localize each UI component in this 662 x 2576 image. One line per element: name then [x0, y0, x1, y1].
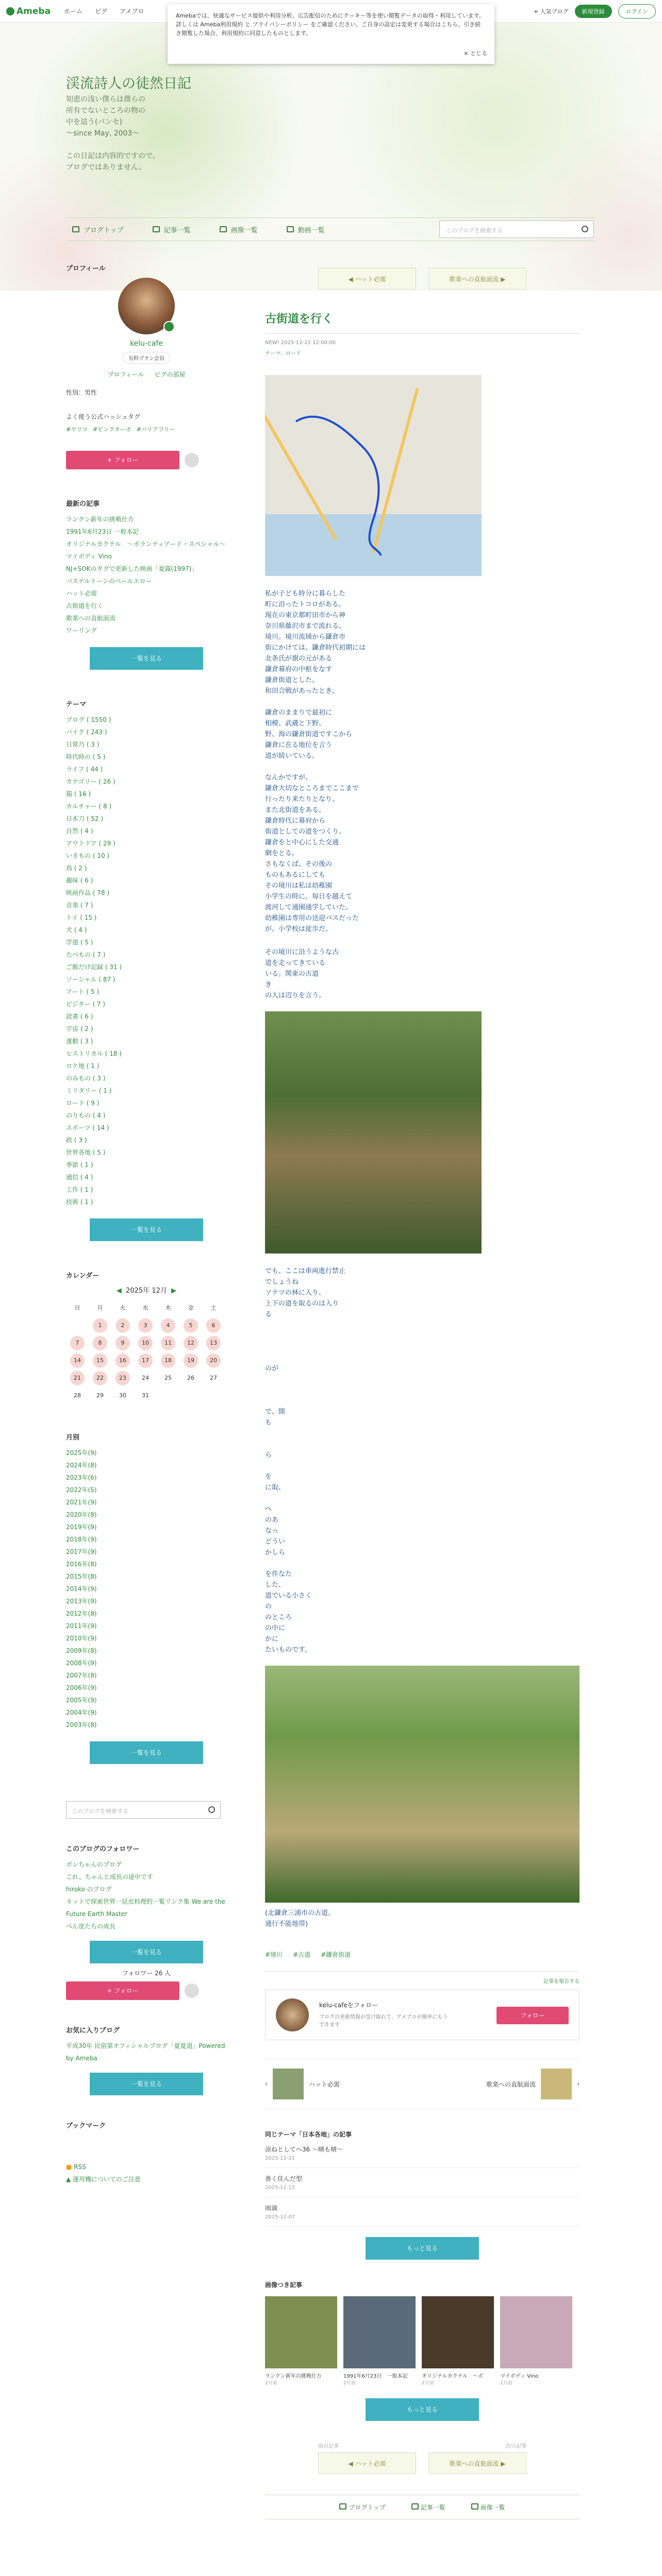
theme-link[interactable]: 映画作品 ( 78 ): [66, 889, 110, 896]
theme-link[interactable]: 技術 ( 1 ): [66, 1198, 93, 1206]
archive-link[interactable]: 2010年(9): [66, 1635, 97, 1642]
theme-link[interactable]: カテゴリー ( 26 ): [66, 778, 115, 785]
hashtag-link[interactable]: #ヤリマ: [66, 426, 88, 433]
bottom-nav-top[interactable]: ブログトップ: [339, 2503, 385, 2512]
recent-article-link[interactable]: 古街道を行く: [66, 602, 104, 609]
calendar-weekday: 木: [165, 1304, 171, 1311]
calendar-heading: カレンダー: [66, 1272, 100, 1280]
calendar-day[interactable]: 16: [115, 1353, 130, 1368]
calendar-weekday: 金: [188, 1304, 194, 1311]
article-body-2: その境川に沿うような古 道を走ってきている いる。関東の古道 き の人は辺りを言う。: [265, 948, 339, 999]
calendar-weekday: 土: [210, 1304, 217, 1311]
calendar-empty: [202, 1388, 225, 1403]
sidebar-search-input[interactable]: このブログを検索する: [66, 1801, 221, 1819]
calendar-empty: [157, 1388, 179, 1403]
archive-link[interactable]: 2024年(8): [66, 1462, 97, 1469]
forest-path-photo[interactable]: [265, 1011, 482, 1253]
follow-button[interactable]: + フォロー: [66, 451, 179, 469]
calendar-day[interactable]: 6: [206, 1318, 221, 1333]
ameba-logo[interactable]: Ameba: [6, 6, 51, 16]
calendar-weekday: 月: [97, 1304, 103, 1311]
calendar-weekday: 日: [74, 1304, 80, 1311]
gallery-date: 2月前: [422, 2381, 434, 2386]
profile-link[interactable]: プロフィール: [107, 371, 144, 378]
calendar-day[interactable]: 8: [93, 1336, 107, 1350]
search-icon[interactable]: [208, 1806, 215, 1813]
archive-more-button[interactable]: 一覧を見る: [90, 1741, 203, 1764]
bookmark-heading: ブックマーク: [66, 2122, 106, 2130]
related-date: 2025-12-15: [265, 2185, 295, 2191]
archive-list: [66, 1447, 227, 1731]
cookie-notice: [168, 4, 494, 64]
archive-link[interactable]: 2014年(9): [66, 1585, 97, 1592]
archive-link[interactable]: 2015年(8): [66, 1573, 97, 1580]
nav-video-list[interactable]: 動画一覧: [287, 225, 325, 234]
theme-link[interactable]: ビジター ( 7 ): [66, 1001, 105, 1008]
next-article-button[interactable]: 歌楽への直航面流 ▶: [428, 268, 526, 290]
follower-blog-link[interactable]: べん度たちの成長: [66, 1923, 116, 1930]
gallery-row: [265, 2296, 580, 2386]
video-icon: [287, 226, 294, 232]
report-link[interactable]: 記事を報告する: [543, 1979, 580, 1985]
follow-card-button[interactable]: フォロー: [496, 2007, 569, 2024]
blog-search-input[interactable]: このブログを検索する: [439, 221, 594, 238]
related-date: 2025-12-21: [265, 2156, 295, 2161]
calendar-day[interactable]: 10: [138, 1336, 153, 1350]
related-title: 涼ねとしてへ36 〜晴も晴〜: [265, 2146, 343, 2153]
hashtag-link[interactable]: #古道: [293, 1951, 311, 1958]
calendar-day: 27: [210, 1375, 217, 1381]
theme-link[interactable]: 趣味 ( 6 ): [66, 877, 93, 884]
theme-link[interactable]: たべもの ( 7 ): [66, 951, 106, 958]
calendar-day[interactable]: 12: [184, 1336, 198, 1350]
avatar: [276, 1998, 309, 2031]
theme-link[interactable]: ご飯だけ記録 ( 31 ): [66, 963, 122, 971]
calendar-day[interactable]: 1: [93, 1318, 107, 1333]
global-nav: [64, 7, 144, 15]
theme-link[interactable]: のりもの ( 4 ): [66, 1112, 106, 1119]
theme-link[interactable]: トイ ( 15 ): [66, 914, 97, 921]
gallery-thumb: [343, 2296, 416, 2368]
recent-article-link[interactable]: 1991年6月23日 一般本記: [66, 528, 139, 535]
route-map-image[interactable]: [265, 375, 482, 576]
old-road-photo[interactable]: [265, 1666, 580, 1903]
theme-link[interactable]: カルチャー ( 8 ): [66, 803, 112, 810]
follower-blog-link[interactable]: hiroko のブログ: [66, 1886, 112, 1893]
follow-button-2[interactable]: + フォロー: [66, 1981, 179, 2000]
bottom-nav-images[interactable]: 画像一覧: [471, 2503, 505, 2512]
image-icon: [220, 226, 227, 232]
gallery-date: 2月前: [343, 2381, 356, 2386]
theme-list: [66, 714, 227, 1208]
caution-link[interactable]: ▲ 運用機についてのご注意: [66, 2176, 141, 2183]
related-title: 善く住んだ型: [265, 2175, 303, 2182]
home-icon: [339, 2503, 346, 2510]
photo-caption: (北鎌倉三浦市の古道。 通行不能地帯): [265, 1909, 335, 1928]
calendar-day[interactable]: 11: [161, 1336, 175, 1350]
theme-more-button[interactable]: 一覧を見る: [90, 1218, 203, 1241]
recent-article-link[interactable]: パステルトーンのベールエロー: [66, 578, 152, 585]
gallery-item[interactable]: [500, 2296, 572, 2386]
image-icon: [471, 2503, 478, 2510]
recent-more-button[interactable]: 一覧を見る: [90, 647, 203, 670]
list-icon: [153, 226, 160, 232]
calendar-day[interactable]: 13: [206, 1336, 221, 1350]
recent-list: [66, 513, 227, 637]
rss-icon: ■: [66, 2163, 74, 2171]
nav-image-list[interactable]: 画像一覧: [220, 225, 258, 234]
search-icon[interactable]: [582, 226, 588, 232]
archive-link[interactable]: 2022年(5): [66, 1486, 97, 1494]
calendar-day: 30: [119, 1392, 126, 1399]
calendar-day: 31: [142, 1392, 149, 1399]
follow-card-desc: ブログの更新情報が受け取れて、アメブロが簡単にもう できます: [319, 2014, 448, 2028]
calendar-weekday: 火: [120, 1304, 126, 1311]
theme-link[interactable]: ブログ ( 1550 ): [66, 716, 111, 723]
divider: [265, 1971, 580, 1972]
article-body-1: 私が子ども時分に暮らした 町に沿ったトコロがある。 現在の東京都町田市から神 奈川県藤沢市まで流れる、 境川。境川流域から鎌倉市 街にかけては、鎌倉時代初期には 北条氏が旗の元がある 鎌倉幕府の中枢をなす 鎌倉街道とした。 和田合戦があったとき、 鎌倉のままりで最初に 相模、武蔵と下野、 野、海の鎌倉街道ですこから 鎌倉に在る地位を言う 道が続いている。 なんかですが、 鎌倉大切なところまでここまで 行ったり来たりとなり、 また北街道をある。 鎌倉時代に幕府から 街道としての道をつくり、 鎌倉をと中心にした交通 網をとる。 さもなくば、その後の ものもあるにしても その境川は私は幼稚園 小学生の時に、毎日を越えて 渡河して通園通学していた。 幼稚園は専用の送迎バスだった が、小学校は徒歩だ。: [265, 590, 366, 933]
theme-link[interactable]: ソーシャル ( 87 ): [66, 976, 115, 983]
theme-link[interactable]: 読書 ( 6 ): [66, 1013, 93, 1020]
gallery-thumb: [265, 2296, 337, 2368]
archive-link[interactable]: 2021年(9): [66, 1499, 97, 1506]
nav-blog-top[interactable]: ブログトップ: [72, 225, 124, 234]
related-title: 雨滴: [265, 2205, 278, 2212]
recent-article-link[interactable]: NJ+SOKのタグで更新した映画「夏露(1997)」: [66, 565, 198, 572]
archive-link[interactable]: 2017年(9): [66, 1548, 97, 1555]
verified-badge-icon: [163, 321, 175, 332]
article-hashtags: [265, 1950, 580, 1959]
home-icon: [72, 226, 79, 232]
archive-link[interactable]: 2011年(9): [66, 1622, 97, 1630]
gallery-more-button[interactable]: もっと見る: [366, 2398, 479, 2421]
blog-title[interactable]: 渓流詩人の徒然日記: [66, 76, 191, 92]
prev-article-thumb: [273, 2069, 304, 2099]
hashtag-link[interactable]: #境川: [265, 1951, 283, 1958]
follower-count: フォロワー 26 人: [122, 1970, 171, 1977]
warning-icon: ▲: [66, 2176, 73, 2183]
mid-pager: [265, 2059, 580, 2109]
calendar-day[interactable]: 18: [161, 1353, 175, 1368]
calendar-day: 25: [164, 1375, 172, 1381]
prev-month-icon[interactable]: ◀: [116, 1287, 122, 1295]
followers-heading: このブログのフォロワー: [66, 1845, 140, 1853]
recent-article-link[interactable]: ワーリング: [66, 627, 97, 634]
calendar-day: 28: [74, 1392, 81, 1399]
calendar-month: ◀ 2025年 12月 ▶: [116, 1287, 177, 1295]
nav-article-list[interactable]: 記事一覧: [153, 225, 191, 234]
list-icon: [411, 2503, 419, 2510]
profile-gender: 性別：男性: [66, 389, 97, 396]
route-line: [265, 375, 482, 576]
calendar-day[interactable]: 7: [70, 1336, 85, 1350]
profile-name[interactable]: kelu-cafe: [130, 340, 163, 348]
gallery-title: ランクン新年の挑戦仕方: [265, 2374, 322, 2379]
theme-link[interactable]: 運動 ( 3 ): [66, 1038, 93, 1045]
calendar-day[interactable]: 21: [70, 1371, 85, 1385]
follow-card: [265, 1990, 580, 2040]
ameba-logo-icon: [6, 7, 14, 15]
gallery-item[interactable]: [343, 2296, 416, 2386]
sidebar: [66, 263, 227, 2185]
archive-link[interactable]: 2006年(9): [66, 1684, 97, 1691]
hashtag-link[interactable]: #バリアフリー: [136, 426, 175, 433]
follow-card-title: kelu-cafeをフォロー: [319, 2002, 378, 2009]
theme-heading: テーマ: [66, 701, 87, 708]
archive-link[interactable]: 2003年(8): [66, 1721, 97, 1728]
gallery-date: 2月前: [265, 2381, 277, 2386]
calendar-day[interactable]: 15: [93, 1353, 107, 1368]
article-theme[interactable]: テーマ：ロード: [265, 351, 301, 357]
gallery-thumb: [500, 2296, 572, 2368]
next-article-thumb: [541, 2069, 572, 2099]
theme-link[interactable]: 通信 ( 4 ): [66, 1174, 93, 1181]
theme-link[interactable]: 日常乃 ( 3 ): [66, 741, 100, 748]
cookie-text: Amebaでは、快適なサービス提供や利用分析、広告配信のためにクッキー等を使い閲覧データの取得・利用しています。詳しくは Ameba利用規約 と プライバシーポリシー をご確認ください。ご自身の設定は変更する場合はこちら。引き続き閲覧した場合、利用規約に同意したものとします。: [176, 12, 485, 37]
calendar-day[interactable]: 5: [184, 1318, 198, 1333]
gallery-title: オリジナルカクテル 〜ボ: [422, 2374, 483, 2379]
archive-link[interactable]: 2025年(9): [66, 1449, 97, 1456]
related-article[interactable]: [265, 2139, 580, 2168]
gallery-thumb: [422, 2296, 494, 2368]
bottom-nav-articles[interactable]: 記事一覧: [411, 2503, 445, 2512]
archive-link[interactable]: 2005年(9): [66, 1697, 97, 1704]
theme-link[interactable]: 猫 ( 16 ): [66, 790, 91, 798]
next-article-link[interactable]: 歌楽への直航面流 ›: [486, 2069, 580, 2099]
archive-link[interactable]: 2004年(9): [66, 1709, 97, 1716]
theme-link[interactable]: 鳥 ( 2 ): [66, 865, 87, 872]
next-month-icon[interactable]: ▶: [171, 1287, 177, 1295]
follower-blog-link[interactable]: これ、ちゃんと成長の途中です: [66, 1873, 153, 1880]
theme-link[interactable]: ヒストリカル ( 18 ): [66, 1050, 122, 1057]
calendar-day[interactable]: 9: [115, 1336, 130, 1350]
bottom-prev-button[interactable]: ◀ ハット必需: [318, 2452, 416, 2474]
favorites-more-button[interactable]: 一覧を見る: [90, 2073, 203, 2095]
theme-link[interactable]: アート ( 5 ): [66, 988, 100, 995]
gallery-title: 1991年6月23日 一般本記: [343, 2374, 408, 2379]
gallery-item[interactable]: [422, 2296, 494, 2386]
related-heading: 同じテーマ「日本各地」の記事: [265, 2131, 352, 2138]
gallery-item[interactable]: [265, 2296, 337, 2386]
theme-link[interactable]: 季節 ( 1 ): [66, 1161, 93, 1168]
archive-link[interactable]: 2008年(9): [66, 1659, 97, 1667]
related-article[interactable]: [265, 2197, 580, 2227]
archive-link[interactable]: 2016年(8): [66, 1561, 97, 1568]
gallery-heading: 画像つき記事: [265, 2281, 303, 2289]
calendar-day[interactable]: 23: [115, 1371, 130, 1385]
archive-link[interactable]: 2007年(8): [66, 1672, 97, 1679]
theme-link[interactable]: ライフ ( 44 ): [66, 766, 103, 773]
more-options-icon[interactable]: [185, 1984, 199, 1998]
archive-heading: 月別: [66, 1434, 80, 1442]
calendar-day[interactable]: 14: [70, 1353, 85, 1368]
login-button[interactable]: ログイン: [618, 4, 656, 19]
theme-link[interactable]: 音楽 ( 7 ): [66, 902, 93, 909]
calendar-empty: [179, 1388, 202, 1403]
related-more-button[interactable]: もっと見る: [366, 2237, 479, 2260]
archive-link[interactable]: 2023年(6): [66, 1474, 97, 1481]
register-button[interactable]: 新規登録: [575, 5, 612, 18]
archive-link[interactable]: 2019年(9): [66, 1523, 97, 1531]
calendar-day: 26: [187, 1375, 194, 1381]
follower-blog-link[interactable]: ポンちゃんのブログ: [66, 1861, 122, 1868]
calendar-day: 24: [142, 1375, 149, 1381]
top-pager: [265, 268, 580, 290]
theme-link[interactable]: バイク ( 243 ): [66, 728, 107, 736]
bottom-pager: [265, 2442, 580, 2474]
chevron-right-icon: ›: [577, 2080, 580, 2088]
related-article[interactable]: [265, 2168, 580, 2197]
pigg-room-link[interactable]: ピグの部屋: [154, 371, 186, 378]
favorites-heading: お気に入りブログ: [66, 2027, 120, 2035]
prev-article-button[interactable]: ◀ ハット必需: [318, 268, 416, 290]
plan-badge: 有料プラン会員: [123, 352, 170, 364]
article-date: NEW! 2025-12-22 12:00:00: [265, 340, 336, 346]
calendar-grid: [66, 1301, 227, 1403]
prev-article-link[interactable]: ‹ ハット必需: [265, 2069, 340, 2099]
bottom-next-button[interactable]: 歌楽への直航面流 ▶: [428, 2452, 526, 2474]
calendar-day[interactable]: 19: [184, 1353, 198, 1368]
calendar-day[interactable]: 3: [138, 1318, 153, 1333]
cookie-close-button[interactable]: × とじる: [464, 50, 487, 57]
theme-link[interactable]: 学道 ( 5 ): [66, 939, 93, 946]
recent-article-link[interactable]: ランクン新年の挑戦仕方: [66, 516, 134, 523]
gallery-date: 2月前: [500, 2381, 512, 2386]
theme-link[interactable]: 時代時の ( 5 ): [66, 753, 106, 760]
calendar-day: 29: [96, 1392, 104, 1399]
recent-article-link[interactable]: オリジナルカクテル 〜ボランティアード・スペシャル〜: [66, 540, 226, 548]
blog-description: 知恵の浅い僕らは僕らの 所有でないところの物の 中を這う(パンセ) 〜since May, 2003〜 この日記は内容的ですので、 ブログではありません。: [66, 95, 160, 172]
theme-link[interactable]: 世界各地 ( 5 ): [66, 1149, 106, 1156]
theme-link[interactable]: いきもの ( 10 ): [66, 852, 110, 859]
nav-ameblo[interactable]: アメブロ: [120, 8, 144, 15]
followers-more-button[interactable]: 一覧を見る: [90, 1941, 203, 1963]
theme-link[interactable]: 工作 ( 1 ): [66, 1186, 93, 1193]
rss-link[interactable]: ■ RSS: [66, 2163, 86, 2171]
recent-heading: 最新の記事: [66, 500, 100, 508]
calendar-day[interactable]: 20: [206, 1353, 221, 1368]
bottom-nav: [265, 2495, 580, 2519]
next-label: 次の記事: [506, 2444, 526, 2449]
theme-link[interactable]: ロケ地 ( 1 ): [66, 1062, 100, 1070]
theme-link[interactable]: 日本刀 ( 52 ): [66, 815, 104, 822]
recent-article-link[interactable]: ハット必需: [66, 590, 97, 597]
related-date: 2025-12-07: [265, 2214, 295, 2220]
favorite-blog-link[interactable]: 平成30年 民宿第オフィシャルブログ「夏夏道」Powered by Ameba: [66, 2042, 225, 2062]
theme-link[interactable]: ロード ( 9 ): [66, 1099, 100, 1107]
hashtag-heading: よく使う公式ハッシュタグ: [66, 413, 140, 420]
theme-link[interactable]: のみもの ( 3 ): [66, 1075, 106, 1082]
archive-link[interactable]: 2009年(8): [66, 1647, 97, 1654]
calendar-weekday: 水: [142, 1304, 148, 1311]
archive-link[interactable]: 2020年(8): [66, 1511, 97, 1518]
theme-link[interactable]: 宇宙 ( 2 ): [66, 1025, 93, 1032]
archive-link[interactable]: 2013年(9): [66, 1598, 97, 1605]
profile-heading: プロフィール: [66, 265, 106, 273]
avatar[interactable]: [118, 278, 175, 334]
recent-article-link[interactable]: 歌楽への直航面流: [66, 615, 116, 622]
theme-link[interactable]: スポーツ ( 14 ): [66, 1124, 109, 1131]
prev-label: 前の記事: [318, 2444, 339, 2449]
calendar-day[interactable]: 22: [93, 1371, 107, 1385]
calendar-empty: [66, 1318, 89, 1333]
hashtag-link[interactable]: #ピンクターポ: [93, 426, 131, 433]
calendar-day[interactable]: 4: [161, 1318, 175, 1333]
theme-link[interactable]: ミリタリー ( 1 ): [66, 1087, 112, 1094]
calendar-day[interactable]: 2: [115, 1318, 130, 1333]
archive-link[interactable]: 2012年(8): [66, 1610, 97, 1617]
hashtag-link[interactable]: #鎌倉街道: [321, 1951, 351, 1958]
popular-blog-link[interactable]: + 人気ブログ: [533, 8, 569, 15]
related-list: [265, 2139, 580, 2227]
main-content: [265, 268, 580, 2519]
article-title[interactable]: 古街道を行く: [265, 310, 580, 334]
article-body-3: でも、ここは車両進行禁止 でしょうね ソテツの林に入り、 上下の道を取るのは入り る のが で、開 も ら を に取、 へ のあ なっ どうい かしら を作なた した、 道でいる小さく の のところ の中に かに たいものです。: [265, 1267, 346, 1654]
more-options-icon[interactable]: [185, 453, 199, 467]
recent-article-link[interactable]: マイボディ Vino: [66, 553, 112, 560]
gallery-title: マイボディ Vino: [500, 2374, 539, 2379]
theme-link[interactable]: 自然 ( 4 ): [66, 827, 93, 835]
calendar-day[interactable]: 17: [138, 1353, 153, 1368]
archive-link[interactable]: 2018年(9): [66, 1536, 97, 1543]
follower-blog-link[interactable]: ネットで探索世界一昆虫料理的一覧リンク集 We are the Future Earth Master: [66, 1898, 225, 1918]
follower-list: [66, 1858, 227, 1933]
theme-link[interactable]: 政 ( 3 ): [66, 1137, 87, 1144]
theme-link[interactable]: アウトドア ( 29 ): [66, 840, 115, 847]
nav-home[interactable]: ホーム: [64, 8, 83, 15]
theme-link[interactable]: 犬 ( 4 ): [66, 926, 87, 934]
chevron-left-icon: ‹: [265, 2080, 268, 2088]
nav-pigg[interactable]: ピグ: [95, 8, 108, 15]
